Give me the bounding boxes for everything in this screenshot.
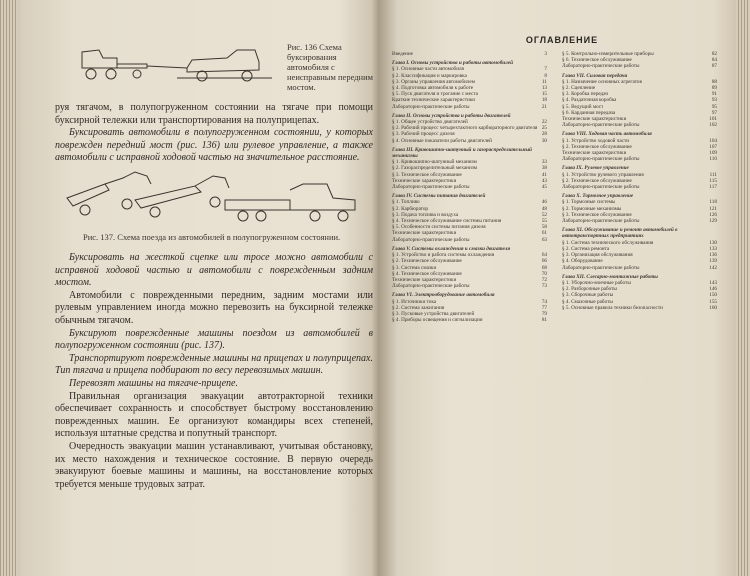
toc-entry	[562, 265, 717, 271]
toc-entry-page: 109	[709, 150, 717, 157]
toc-entry	[562, 63, 717, 69]
paragraph: Транспортируют поврежденные машины на прицепах и полуприцепах. Тип тягача и прицепа подбирают по весу перевозимых машин.	[55, 352, 373, 377]
toc-entry-page: 70	[541, 270, 547, 277]
toc-entry	[562, 184, 717, 190]
paragraph: Буксировать автомобили в полупогруженном состоянии, у которых поврежден передний мост (рис. 136) или рулевое управление, а также автомобили с исправной ходовой частью на значительное расстояние.	[55, 127, 373, 164]
toc-entry-title: Лабораторно-практические работы	[392, 103, 470, 110]
toc-entry-title: § 2. Техническое обслуживание	[392, 258, 462, 265]
page-edges-left	[0, 0, 18, 576]
paragraph: Автомобили с поврежденными передним, задним мостами или рулевым управлением иногда можно перевозить на буксирной тележке обычным тягачом.	[55, 289, 373, 326]
toc-entry-page: 3	[544, 51, 547, 57]
toc-entry-title: § 4. Техническое обслуживание	[392, 270, 462, 277]
toc-entry-page: 101	[709, 116, 717, 123]
toc-entry-title: Лабораторно-практические работы	[562, 184, 640, 191]
toc-entry-page: 146	[709, 286, 717, 293]
toc-left-column	[392, 51, 547, 323]
toc-entry-page: 121	[709, 205, 717, 212]
toc-entry-page: 18	[541, 97, 547, 104]
toc-entry-page: 11	[542, 78, 547, 85]
toc-entry-page: 130	[709, 239, 717, 246]
toc-entry-page: 74	[541, 298, 547, 305]
toc-entry	[562, 156, 717, 162]
toc-entry-title: Лабораторно-практические работы	[392, 236, 470, 243]
toc-entry-page: 107	[709, 143, 717, 150]
toc-entry-title: § 4. Раздаточная коробка	[562, 97, 617, 104]
toc-entry-title: § 3. Техническое обслуживание	[562, 211, 632, 218]
toc-entry	[392, 317, 547, 323]
paragraph: Буксируют поврежденные машины поездом из автомобилей в полупогруженном состоянии (рис. 137).	[55, 327, 373, 352]
toc-entry-page: 46	[541, 199, 547, 206]
toc-entry-title: § 5. Ведущий мост	[562, 103, 604, 110]
toc-entry-page: 82	[711, 51, 717, 57]
toc-entry-page: 45	[541, 184, 547, 191]
toc-entry-page: 133	[709, 245, 717, 252]
toc-entry-page: 77	[541, 304, 547, 311]
toc-title: ОГЛАВЛЕНИЕ	[525, 35, 599, 45]
toc-entry-title: § 3. Система смазки	[392, 264, 437, 271]
toc-entry-page: 126	[709, 211, 717, 218]
toc-entry-title: § 5. Пуск двигателя и трогание с места	[392, 91, 478, 98]
toc-entry-page: 142	[709, 264, 717, 271]
toc-entry-title: § 1. Основные части автомобиля	[392, 66, 464, 73]
toc-entry	[392, 283, 547, 289]
toc-entry-title: Лабораторно-практические работы	[562, 122, 640, 129]
toc-right-column	[562, 51, 717, 311]
toc-entry-page: 66	[541, 258, 547, 265]
toc-entry	[392, 104, 547, 110]
toc-entry-title: § 2. Карбюратор	[392, 205, 429, 212]
toc-entry-page: 13	[541, 85, 547, 92]
toc-entry-title: § 1. Назначение основных агрегатов	[562, 78, 642, 85]
toc-entry-title: § 2. Разборочные работы	[562, 286, 617, 293]
toc-chapter-heading: Глава IX. Рулевое управление	[562, 165, 629, 172]
toc-entry-page: 88	[711, 78, 717, 85]
figure-136-towing-diagram	[77, 38, 282, 93]
paragraph: Буксировать на жесткой сцепке или тросе можно автомобили с исправной ходовой частью и автомобили с поврежденным задним мостом.	[55, 252, 373, 289]
toc-chapter-heading: Глава V. Системы охлаждения и смазки двигателя	[392, 245, 511, 252]
toc-entry-title: § 1. Устройство ходовой части	[562, 137, 630, 144]
toc-entry-page: 115	[709, 177, 717, 184]
toc-entry-title: § 2. Система ремонта	[562, 245, 610, 252]
toc-entry-page: 102	[709, 122, 717, 129]
toc-entry-title: § 4. Подготовка автомобиля к работе	[392, 85, 474, 92]
toc-entry-title: § 6. Карданная передача	[562, 109, 616, 116]
toc-entry-title: Лабораторно-практические работы	[392, 283, 470, 290]
toc-entry-title: § 2. Тормозные механизмы	[562, 205, 622, 212]
toc-entry-page: 55	[541, 218, 547, 225]
toc-entry-title: Технические характеристики	[392, 230, 457, 237]
toc-entry-page: 129	[709, 218, 717, 225]
toc-chapter-heading: Глава III. Кривошипно-шатунный и газораспределительный механизмы	[392, 146, 532, 160]
toc-entry-page: 79	[541, 310, 547, 317]
toc-entry-page: 81	[541, 317, 547, 324]
toc-entry-page: 8	[544, 72, 547, 79]
toc-entry	[562, 122, 717, 128]
figure-137-truck-train	[65, 160, 365, 228]
toc-entry-page: 150	[709, 292, 717, 299]
toc-entry-title: § 3. Сборочные работы	[562, 292, 614, 299]
toc-entry-page: 64	[541, 252, 547, 259]
toc-entry-page: 61	[541, 230, 547, 237]
toc-entry-title: § 3. Коробка передач	[562, 91, 608, 98]
toc-entry-page: 21	[541, 103, 547, 110]
toc-entry-page: 143	[709, 279, 717, 286]
toc-entry-title: § 2. Система зажигания	[392, 304, 445, 311]
toc-entry-title: § 4. Техническое обслуживание системы питания	[392, 218, 502, 225]
toc-entry-page: 111	[709, 171, 717, 178]
toc-entry-title: Краткие технические характеристики	[392, 97, 476, 104]
toc-entry-title: § 3. Техническое обслуживание	[392, 171, 462, 178]
toc-entry-title: Технические характеристики	[392, 276, 457, 283]
toc-entry	[562, 305, 717, 311]
toc-entry-page: 48	[541, 205, 547, 212]
toc-entry-title: § 1. Устройство рулевого управления	[562, 171, 644, 178]
toc-entry-page: 22	[541, 119, 547, 126]
toc-entry-title: § 2. Техническое обслуживание	[562, 177, 632, 184]
toc-entry-title: § 1. Устройство и работа системы охлаждения	[392, 252, 495, 259]
body-text-bottom	[55, 252, 373, 491]
toc-entry	[392, 237, 547, 243]
toc-chapter-heading: Глава X. Тормозное управление	[562, 193, 634, 200]
toc-entry-page: 43	[541, 177, 547, 184]
toc-entry-page: 72	[541, 276, 547, 283]
body-text-top	[55, 102, 373, 165]
toc-entry-title: § 2. Газораспределительный механизм	[392, 165, 477, 172]
toc-entry-title: § 5. Контрольно-измерительные приборы	[562, 51, 654, 57]
paragraph: Правильная организация эвакуации автотракторной техники обеспечивает сохранность и способствует быстрому восстановлению поврежденных машин. Ее организуют командиры всех степеней, используя штатные средства и попутный транспорт.	[55, 390, 373, 440]
toc-entry-title: § 5. Основные правила техники безопасности	[562, 304, 663, 311]
toc-entry-page: 160	[709, 304, 717, 311]
toc-entry-page: 15	[541, 91, 547, 98]
toc-entry	[392, 138, 547, 144]
figure-137-caption: Рис. 137. Схема поезда из автомобилей в полупогруженном состоянии.	[83, 232, 341, 242]
toc-chapter-heading: Глава II. Основы устройства и работы двигателей	[392, 112, 511, 119]
toc-entry	[392, 51, 547, 57]
toc-entry-page: 7	[544, 66, 547, 73]
toc-entry-page: 38	[541, 165, 547, 172]
toc-chapter-heading: Глава XI. Обслуживание и ремонт автомобилей в автотранспортных предприятиях	[562, 227, 678, 240]
toc-entry-title: § 3. Организация обслуживания	[562, 252, 633, 259]
toc-entry-title: Лабораторно-практические работы	[562, 63, 640, 70]
toc-entry-title: § 4. Основные показатели работы двигателей	[392, 137, 492, 144]
toc-entry-page: 136	[709, 252, 717, 259]
toc-entry-page: 41	[541, 171, 547, 178]
toc-entry-title: § 1. Система технического обслуживания	[562, 239, 654, 246]
toc-entry-page: 33	[541, 159, 547, 166]
toc-chapter-heading: Глава IV. Системы питания двигателей	[392, 193, 486, 200]
toc-entry-title: § 2. Сцепление	[562, 85, 596, 92]
toc-entry-page: 93	[711, 97, 717, 104]
toc-entry-page: 139	[709, 258, 717, 265]
toc-entry-title: § 1. Топливо	[392, 199, 420, 206]
toc-entry-page: 155	[709, 298, 717, 305]
toc-entry-page: 97	[711, 109, 717, 116]
toc-chapter-heading: Глава VIII. Ходовая часть автомобиля	[562, 131, 652, 138]
toc-entry-title: § 3. Пусковые устройства двигателей	[392, 310, 475, 317]
toc-entry-title: Лабораторно-практические работы	[562, 218, 640, 225]
paragraph: Перевозят машины на тягаче-прицепе.	[69, 377, 238, 389]
toc-entry-title: Лабораторно-практические работы	[562, 156, 640, 163]
toc-entry-page: 25	[541, 125, 547, 132]
toc-chapter-heading: Глава VI. Электрооборудование автомобиля	[392, 292, 495, 299]
toc-entry	[562, 218, 717, 224]
toc-entry-page: 84	[711, 57, 717, 64]
toc-entry-page: 28	[541, 131, 547, 138]
toc-entry-title: § 4. Смазочные работы	[562, 298, 613, 305]
figure-136-caption: Рис. 136 Схема буксирования автомобиля с неисправным передним мостом.	[287, 42, 374, 92]
toc-entry-page: 68	[541, 264, 547, 271]
toc-entry-page: 118	[709, 199, 717, 206]
toc-entry-page: 104	[709, 137, 717, 144]
toc-entry-title: Лабораторно-практические работы	[392, 184, 470, 191]
toc-entry-page: 30	[541, 137, 547, 144]
toc-entry-title: Технические характеристики	[562, 116, 627, 123]
page-edges-right	[736, 0, 750, 576]
toc-entry-title: § 3. Рабочий процесс дизеля	[392, 131, 455, 138]
paragraph: руя тягачом, в полупогруженном состоянии на тягаче при помощи буксирной тележки или транспортирования на полуприцепах.	[55, 102, 373, 126]
toc-entry-page: 52	[541, 211, 547, 218]
toc-entry-title: § 2. Классификация и маркировка	[392, 72, 467, 79]
toc-entry-title: § 1. Тормозные системы	[562, 199, 616, 206]
toc-entry-page: 89	[711, 85, 717, 92]
toc-entry-page: 117	[709, 184, 717, 191]
toc-entry-title: § 2. Техническое обслуживание	[562, 143, 632, 150]
toc-chapter-heading: Глава VII. Силовая передача	[562, 72, 628, 79]
toc-entry-title: § 1. Общее устройство двигателей	[392, 119, 468, 126]
toc-entry-page: 58	[541, 224, 547, 231]
toc-entry-page: 63	[541, 236, 547, 243]
toc-entry-page: 73	[541, 283, 547, 290]
toc-entry-title: § 4. Приборы освещения и сигнализации	[392, 317, 483, 324]
left-page	[55, 30, 375, 550]
toc-entry-page: 110	[709, 156, 717, 163]
paragraph: Очередность эвакуации машин устанавливают, учитывая обстановку, их место нахождения и техническое состояние. В первую очередь эвакуируют боевые машины и машины, на восстановление которых требуется меньше трудовых затрат.	[55, 440, 373, 490]
toc-entry-title: § 1. Уборочно-моечные работы	[562, 279, 631, 286]
toc-entry-title: § 1. Кривошипно-шатунный механизм	[392, 159, 477, 166]
toc-entry-page: 87	[711, 63, 717, 70]
toc-entry-page: 95	[711, 103, 717, 110]
toc-entry-title: § 5. Особенности системы питания дизеля	[392, 224, 486, 231]
toc-entry-title: § 2. Рабочий процесс четырехтактного карбюраторного двигателя	[392, 125, 538, 132]
right-page	[392, 35, 722, 565]
toc-entry-title: § 3. Органы управления автомобилем	[392, 78, 475, 85]
toc-chapter-heading: Глава I. Основы устройства и работы автомобилей	[392, 60, 514, 67]
toc-entry-title: § 6. Техническое обслуживание	[562, 57, 632, 64]
toc-entry	[392, 184, 547, 190]
toc-entry-title: § 3. Подача топлива и воздуха	[392, 211, 459, 218]
toc-entry-title: Введение	[392, 51, 413, 57]
toc-chapter-heading: Глава XII. Слесарно-монтажные работы	[562, 273, 658, 280]
toc-entry-title: Технические характеристики	[392, 177, 457, 184]
toc-entry-title: § 4. Оборудование	[562, 258, 603, 265]
toc-entry-title: § 1. Источники тока	[392, 298, 437, 305]
toc-entry-title: Лабораторно-практические работы	[562, 264, 640, 271]
toc-entry-title: Технические характеристики	[562, 150, 627, 157]
toc-entry-page: 91	[711, 91, 717, 98]
